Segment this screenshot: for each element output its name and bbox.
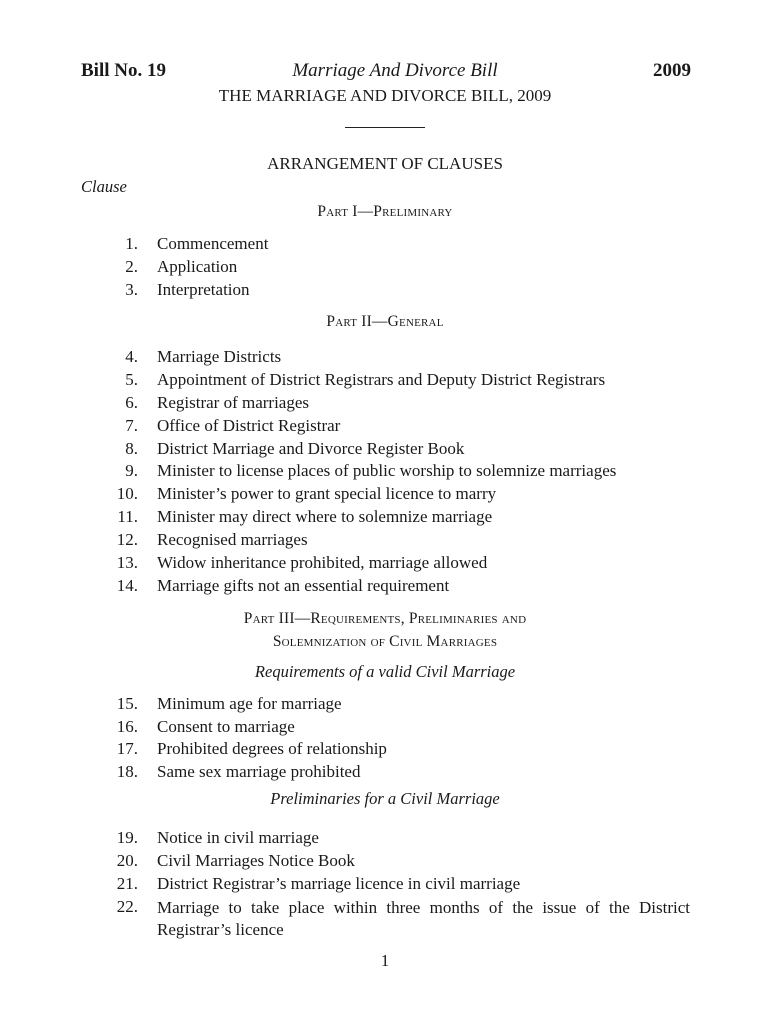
clause-title: Prohibited degrees of relationship [157, 739, 387, 758]
clause-number: 1. [125, 234, 138, 253]
clause-column-label: Clause [81, 177, 127, 196]
clause-title: Notice in civil marriage [157, 828, 319, 847]
clause-item [0, 553, 770, 575]
clause-title: Registrar of marriages [157, 393, 309, 412]
clause-item [0, 461, 770, 483]
clause-number: 19. [116, 828, 138, 847]
bill-running-title: Marriage And Divorce Bill [292, 60, 498, 81]
clause-number: 17. [116, 739, 138, 758]
clause-number: 3. [125, 280, 138, 299]
arrangement-heading: ARRANGEMENT OF CLAUSES [267, 154, 503, 173]
clause-title: Marriage gifts not an essential requirement [157, 576, 450, 595]
part-heading-continued: Solemnization of Civil Marriages [272, 633, 498, 650]
clause-item [0, 530, 770, 552]
clause-number: 9. [125, 461, 138, 480]
title-divider [345, 127, 425, 128]
clause-item [0, 370, 770, 392]
clause-number: 8. [125, 439, 138, 458]
clause-number: 5. [125, 370, 138, 389]
clause-number: 14. [116, 576, 138, 595]
part-heading: Part III—Requirements, Preliminaries and [243, 610, 527, 627]
clause-item [0, 717, 770, 739]
clause-number: 2. [125, 257, 138, 276]
clause-item [0, 416, 770, 438]
clause-number: 13. [116, 553, 138, 572]
clause-number: 6. [125, 393, 138, 412]
section-subheading: Preliminaries for a Civil Marriage [270, 789, 500, 808]
clause-title: Minister to license places of public worship to solemnize marriages [157, 461, 617, 480]
clause-item [0, 694, 770, 716]
clause-title: Widow inheritance prohibited, marriage allowed [157, 553, 488, 572]
clause-item [0, 507, 770, 529]
clause-item [0, 576, 770, 598]
clause-title: Marriage Districts [157, 347, 282, 366]
clause-title: Interpretation [157, 280, 250, 299]
part-heading: Part I—Preliminary [317, 203, 453, 220]
section-subheading: Requirements of a valid Civil Marriage [254, 662, 516, 681]
clause-title: Minister may direct where to solemnize marriage [157, 507, 493, 526]
clause-number: 22. [116, 897, 138, 916]
clause-item [0, 828, 770, 850]
clause-item [0, 347, 770, 369]
clause-number: 18. [116, 762, 138, 781]
part-heading: Part II—General [326, 313, 444, 330]
clause-title: Appointment of District Registrars and Deputy District Registrars [157, 370, 606, 389]
clause-title: Civil Marriages Notice Book [157, 851, 355, 870]
clause-item [0, 484, 770, 506]
clause-item [0, 234, 770, 256]
clause-item [0, 739, 770, 761]
clause-item [0, 874, 770, 896]
clause-title: Office of District Registrar [157, 416, 341, 435]
clause-number: 11. [117, 507, 138, 526]
page-number: 1 [380, 951, 390, 970]
clause-item [0, 897, 770, 941]
clause-item [0, 257, 770, 279]
clause-item [0, 280, 770, 302]
clause-number: 7. [125, 416, 138, 435]
clause-title: Consent to marriage [157, 717, 295, 736]
clause-title: District Registrar’s marriage licence in civil marriage [157, 874, 521, 893]
clause-number: 16. [116, 717, 138, 736]
clause-title: Commencement [157, 234, 269, 253]
clause-item [0, 762, 770, 784]
clause-title: Minister’s power to grant special licence to marry [157, 484, 497, 503]
clause-number: 12. [116, 530, 138, 549]
clause-number: 15. [116, 694, 138, 713]
clause-number: 20. [116, 851, 138, 870]
clause-item [0, 393, 770, 415]
clause-title: Application [157, 257, 238, 276]
clause-title: District Marriage and Divorce Register Book [157, 439, 465, 458]
bill-year: 2009 [653, 60, 691, 81]
clause-title: Minimum age for marriage [157, 694, 342, 713]
clause-item [0, 439, 770, 461]
bill-number: Bill No. 19 [81, 60, 166, 81]
clause-number: 21. [116, 874, 138, 893]
bill-title: THE MARRIAGE AND DIVORCE BILL, 2009 [218, 86, 552, 105]
clause-title: Marriage to take place within three months of the issue of the District Registrar’s licence [157, 898, 690, 939]
clause-item [0, 851, 770, 873]
clause-number: 10. [116, 484, 138, 503]
clause-title: Recognised marriages [157, 530, 308, 549]
clause-title: Same sex marriage prohibited [157, 762, 361, 781]
clause-number: 4. [125, 347, 138, 366]
